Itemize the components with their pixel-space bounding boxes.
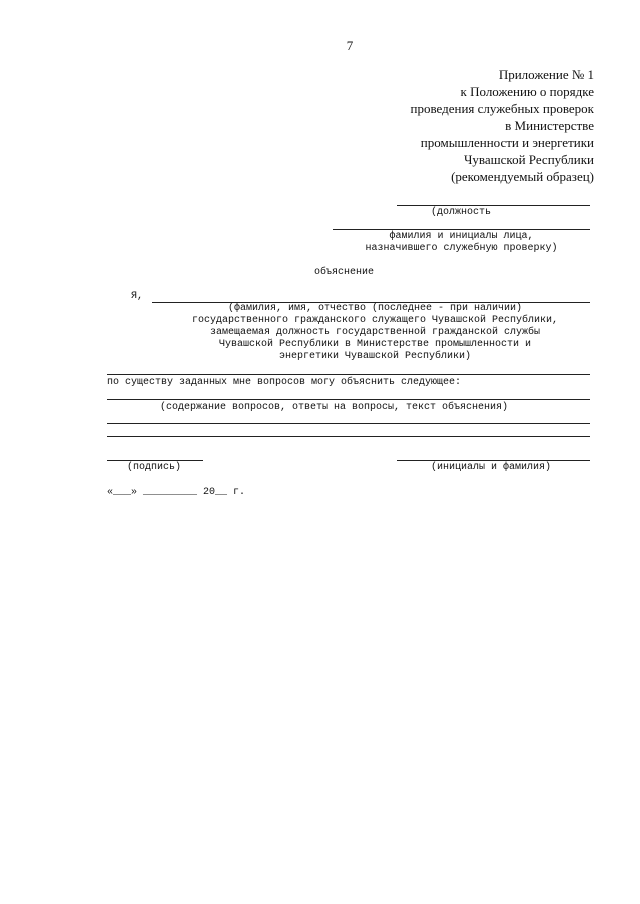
initials-label: (инициалы и фамилия) [431, 462, 552, 473]
appendix-line: проведения служебных проверок [410, 101, 594, 116]
person-caption-line: энергетики Чувашской Республики) [278, 351, 472, 362]
date-line: «___» _________ 20__ г. [107, 487, 246, 498]
appointer-field-line [333, 229, 590, 230]
person-caption-line: (фамилия, имя, отчество (последнее - при наличии) [227, 303, 523, 314]
position-field-line [397, 205, 590, 206]
content-line-2 [107, 423, 590, 424]
appointer-label-line: назначившего служебную проверку) [365, 243, 558, 254]
page-number: 7 [346, 38, 354, 53]
signature-label: (подпись) [127, 462, 182, 473]
appendix-line: промышленности и энергетики [420, 135, 594, 150]
content-caption: (содержание вопросов, ответы на вопросы, текст объяснения) [160, 402, 509, 413]
explanation-intro: по существу заданных мне вопросов могу объяснить следующее: [107, 377, 462, 388]
document-title: объяснение [314, 267, 375, 278]
explanation-line-1 [107, 374, 590, 375]
appointer-label-line: фамилия и инициалы лица, [389, 231, 534, 242]
person-prefix: Я, [131, 291, 144, 302]
content-line-3 [107, 436, 590, 437]
appointer-field-label [333, 231, 590, 255]
appendix-block [294, 66, 594, 185]
person-caption [160, 303, 590, 363]
appendix-line: в Министерстве [505, 118, 594, 133]
appendix-line: (рекомендуемый образец) [451, 169, 594, 184]
signature-line [107, 460, 203, 461]
appendix-line: к Положению о порядке [460, 84, 594, 99]
position-field-label: (должность [431, 207, 492, 218]
initials-line [397, 460, 590, 461]
person-caption-line: государственного гражданского служащего Чувашской Республики, [191, 315, 559, 326]
content-line-1 [107, 399, 590, 400]
person-caption-line: замещаемая должность государственной гражданской службы [209, 327, 541, 338]
person-caption-line: Чувашской Республики в Министерстве промышленности и [218, 339, 532, 350]
appendix-line: Чувашской Республики [463, 152, 594, 167]
appendix-line: Приложение № 1 [498, 67, 594, 82]
